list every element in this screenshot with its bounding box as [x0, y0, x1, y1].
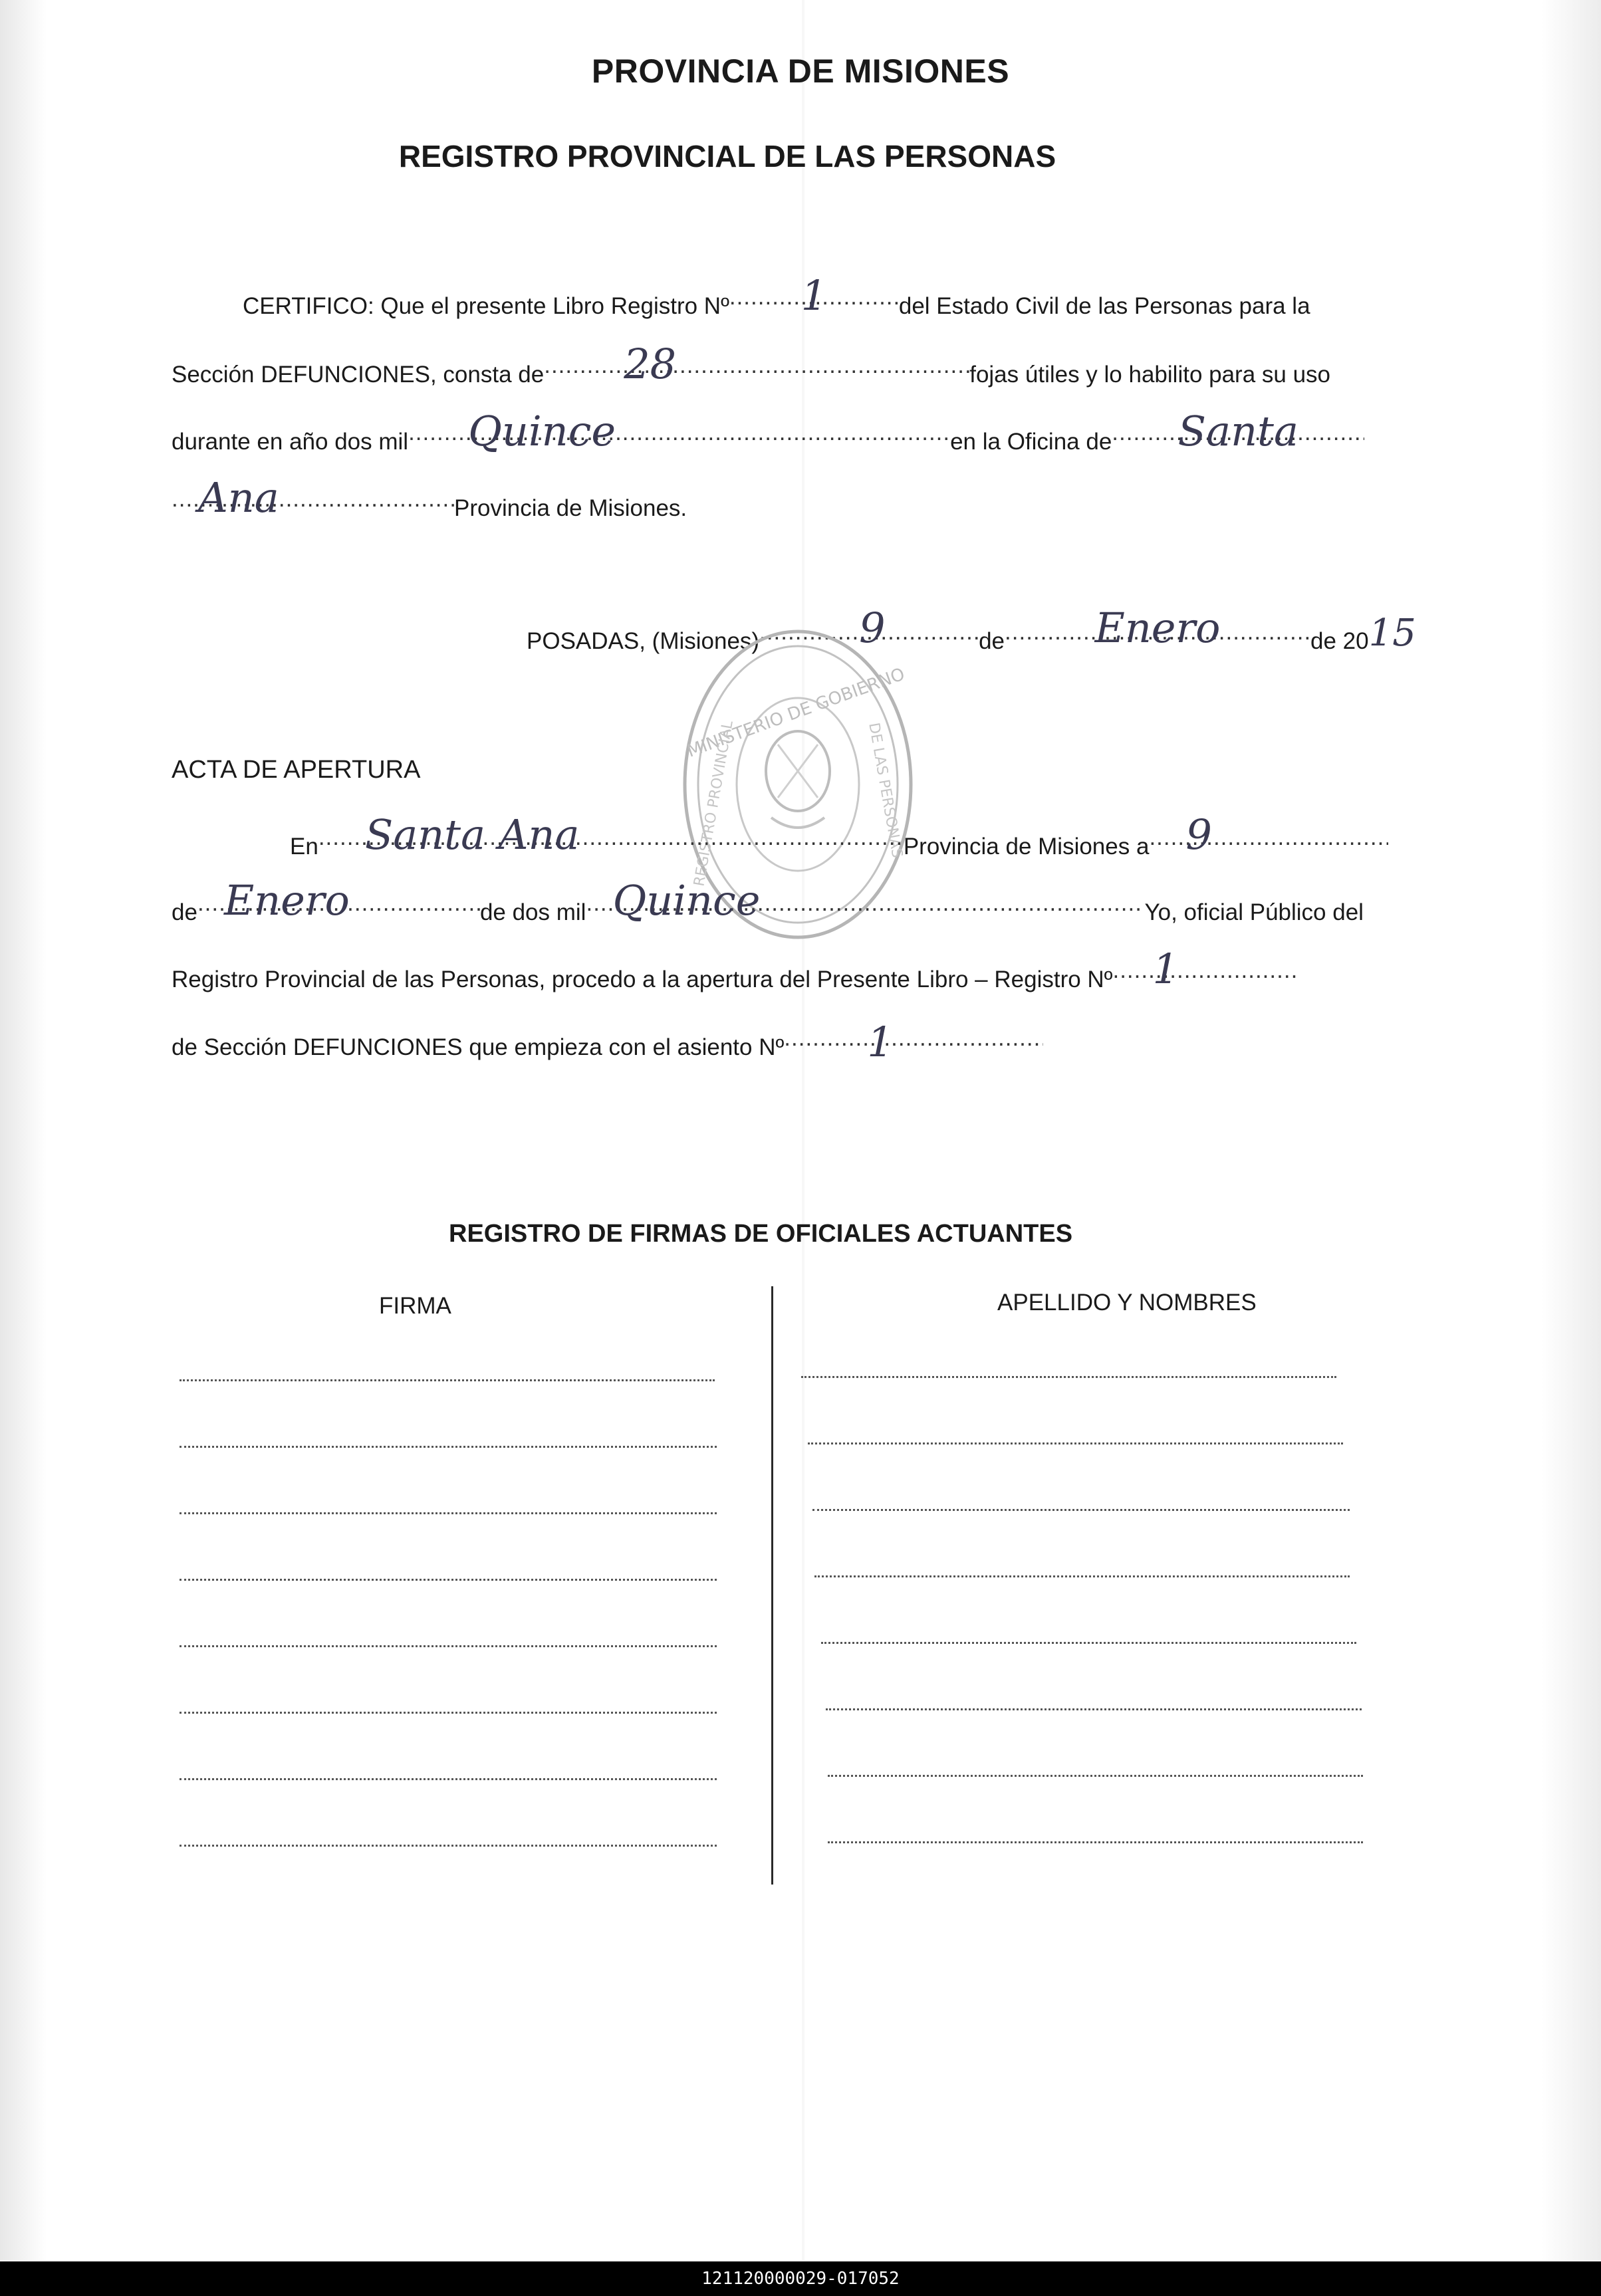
acta-text: En [290, 834, 318, 860]
certificate-line-3 [172, 407, 1364, 459]
name-line[interactable] [828, 1775, 1363, 1777]
paper-fold [802, 0, 804, 2260]
column-header-names: APELLIDO Y NOMBRES [997, 1290, 1257, 1316]
certificate-text: CERTIFICO: Que el presente Libro Registro Nº [243, 293, 729, 319]
date-line [527, 604, 1416, 658]
svg-text:REGISTRO PROVINCIAL: REGISTRO PROVINCIAL [691, 719, 737, 888]
handwritten-book-number: 1 [800, 271, 828, 320]
acta-text: Yo, oficial Público del [1144, 899, 1364, 925]
date-place: POSADAS, (Misiones) [527, 628, 760, 654]
handwritten-office-2: Ana [198, 473, 279, 522]
certificate-text: Provincia de Misiones. [454, 495, 687, 521]
handwritten-month: Enero [1094, 604, 1221, 652]
acta-title: ACTA DE APERTURA [172, 756, 421, 784]
province-title: PROVINCIA DE MISIONES [591, 53, 1010, 90]
handwritten-acta-book-number: 1 [1152, 945, 1179, 993]
handwritten-year-words: Quince [468, 407, 616, 455]
acta-text: de dos mil [479, 899, 586, 925]
handwritten-entry-number: 1 [867, 1018, 894, 1066]
handwritten-year: 15 [1368, 612, 1416, 655]
name-line[interactable] [821, 1642, 1356, 1644]
certificate-line-4 [172, 473, 687, 525]
name-line[interactable] [808, 1442, 1343, 1444]
certificate-text: en la Oficina de [950, 429, 1112, 455]
certificate-text: durante en año dos mil [172, 429, 409, 455]
acta-line-2 [172, 876, 1364, 929]
handwritten-acta-day: 9 [1185, 810, 1212, 859]
certificate-line-1 [243, 271, 1310, 323]
certificate-line-2 [172, 340, 1331, 392]
signature-line[interactable] [180, 1845, 717, 1847]
handwritten-day: 9 [859, 604, 886, 652]
registry-title: REGISTRO PROVINCIAL DE LAS PERSONAS [398, 139, 1056, 173]
svg-text:DE LAS PERSONAS: DE LAS PERSONAS [865, 721, 906, 860]
certificate-text: fojas útiles y lo habilito para su uso [969, 362, 1331, 388]
signature-line[interactable] [180, 1379, 715, 1381]
scan-shadow-left [0, 0, 47, 2260]
signature-line[interactable] [180, 1579, 717, 1581]
name-line[interactable] [826, 1708, 1362, 1710]
barcode-footer: 121120000029-017052 [0, 2261, 1601, 2296]
signature-line[interactable] [180, 1645, 717, 1647]
signature-line[interactable] [180, 1712, 717, 1714]
scan-shadow-right [1541, 0, 1601, 2260]
date-text: de [979, 628, 1005, 654]
name-line[interactable] [812, 1509, 1350, 1511]
signature-line[interactable] [180, 1446, 717, 1448]
signature-line[interactable] [180, 1778, 717, 1780]
acta-text: de Sección DEFUNCIONES que empieza con el asiento Nº [172, 1034, 785, 1060]
acta-text: Registro Provincial de las Personas, procedo a la apertura del Presente Libro – Registro Nº [172, 967, 1113, 992]
acta-line-3 [172, 945, 1297, 996]
name-line[interactable] [828, 1841, 1363, 1843]
column-divider [771, 1286, 773, 1885]
column-header-firma: FIRMA [379, 1293, 451, 1319]
name-line[interactable] [814, 1575, 1350, 1577]
acta-line-1 [290, 810, 1388, 863]
svg-text:MINISTERIO DE GOBIERNO: MINISTERIO DE GOBIERNO [684, 664, 908, 762]
acta-text: de [172, 899, 197, 925]
signatures-title: REGISTRO DE FIRMAS DE OFICIALES ACTUANTES [449, 1220, 1073, 1248]
handwritten-acta-year: Quince [612, 876, 761, 925]
handwritten-folio-count: 28 [624, 340, 677, 388]
date-text: de 20 [1310, 628, 1369, 654]
signature-line[interactable] [180, 1512, 717, 1514]
acta-text: Provincia de Misiones a [903, 834, 1150, 860]
certificate-text: del Estado Civil de las Personas para la [898, 293, 1310, 319]
handwritten-acta-month: Enero [223, 876, 350, 925]
handwritten-place: Santa Ana [364, 810, 580, 859]
acta-line-4 [172, 1018, 1043, 1066]
name-line[interactable] [801, 1376, 1336, 1378]
certificate-text: Sección DEFUNCIONES, consta de [172, 362, 545, 388]
handwritten-office-1: Santa [1177, 407, 1298, 455]
